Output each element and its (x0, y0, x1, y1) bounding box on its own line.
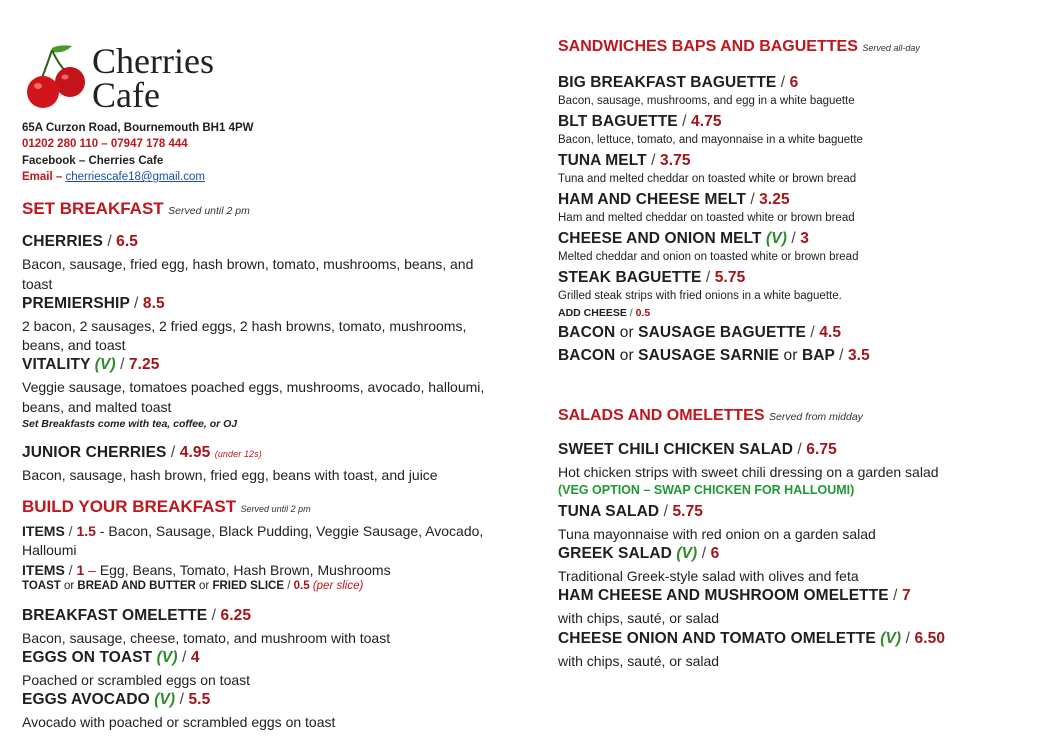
item-name: HAM AND CHEESE MELT (558, 191, 746, 208)
email-label: Email – (22, 171, 66, 183)
item-name: SWEET CHILI CHICKEN SALAD (558, 441, 793, 458)
veg-badge: (V) (154, 691, 176, 708)
veg-badge: (V) (94, 356, 116, 373)
sandwiches-title: SANDWICHES BAPS AND BAGUETTES (558, 38, 858, 55)
item-name: HAM CHEESE AND MUSHROOM OMELETTE (558, 587, 889, 604)
item-price: 4.95 (179, 444, 211, 461)
set-breakfast-header (22, 199, 250, 219)
item-desc: Hot chicken strips with sweet chili dressing on a garden salad (558, 464, 939, 480)
phone: 01202 280 110 – 07947 178 444 (22, 138, 188, 150)
menu-item-blt-baguette: BLT BAGUETTE / 4.75 (558, 113, 722, 130)
set-breakfast-served: Served until 2 pm (168, 205, 250, 217)
item-name: EGGS ON TOAST (22, 649, 153, 666)
item-name: TUNA SALAD (558, 503, 660, 520)
menu-item-sweet-chili-chicken-salad: SWEET CHILI CHICKEN SALAD / 6.75 (558, 441, 837, 458)
set-breakfast-title: SET BREAKFAST (22, 199, 164, 218)
item-desc: Bacon, sausage, cheese, tomato, and mushroom with toast (22, 630, 391, 646)
item-desc: Bacon, sausage, hash brown, fried egg, beans with toast, and juice (22, 467, 438, 483)
item-price: 6.5 (116, 233, 139, 250)
menu-item-tuna-salad: TUNA SALAD / 5.75 (558, 503, 704, 520)
item-name: CHEESE AND ONION MELT (558, 230, 762, 247)
sandwiches-header (558, 38, 920, 56)
item-desc: Grilled steak strips with fried onions in a white baguette. (558, 290, 842, 302)
item-desc: Tuna and melted cheddar on toasted white or brown bread (558, 173, 857, 185)
menu-item-cheese-onion-tomato-omelette: CHEESE ONION AND TOMATO OMELETTE (V) / 6.50 (558, 630, 946, 647)
item-desc: Bacon, sausage, mushrooms, and egg in a white baguette (558, 95, 855, 107)
item-desc: with chips, sauté, or salad (558, 653, 720, 669)
item-price: 7 (901, 587, 911, 604)
item-price: 7.25 (128, 356, 160, 373)
item-price: 6 (710, 545, 720, 562)
item-desc: Poached or scrambled eggs on toast (22, 672, 251, 688)
menu-item-cherries: CHERRIES / 6.5 (22, 233, 139, 250)
set-breakfast-note: Set Breakfasts come with tea, coffee, or OJ (22, 418, 238, 430)
item-name: STEAK BAGUETTE (558, 269, 702, 286)
item-name: BLT BAGUETTE (558, 113, 678, 130)
add-cheese: ADD CHEESE / 0.5 (558, 307, 651, 319)
item-price: 6.25 (220, 607, 252, 624)
email-link[interactable]: cherriescafe18@gmail.com (65, 171, 205, 183)
item-name: BREAKFAST OMELETTE (22, 607, 208, 624)
brand-name-line2: Cafe (92, 75, 160, 115)
item-name: VITALITY (22, 356, 91, 373)
menu-item-big-breakfast-baguette: BIG BREAKFAST BAGUETTE / 6 (558, 74, 799, 91)
item-desc: 2 bacon, 2 sausages, 2 fried eggs, 2 hash browns, tomato, mushrooms, (22, 318, 467, 334)
item-price: 8.5 (142, 295, 165, 312)
item-desc-cont: toast (22, 276, 53, 292)
menu-item-breakfast-omelette: BREAKFAST OMELETTE / 6.25 (22, 607, 252, 624)
build-items-row2: ITEMS / 1 – Egg, Beans, Tomato, Hash Brown, Mushrooms (22, 562, 391, 578)
menu-item-eggs-avocado: EGGS AVOCADO (V) / 5.5 (22, 691, 211, 708)
item-desc-cont: beans, and toast (22, 337, 126, 353)
item-price: 5.75 (672, 503, 704, 520)
item-desc: with chips, sauté, or salad (558, 610, 720, 626)
item-price: 6.50 (914, 630, 946, 647)
veg-badge: (V) (156, 649, 178, 666)
item-price: 3 (800, 230, 809, 247)
menu-item-cheese-onion-melt: CHEESE AND ONION MELT (V) / 3 (558, 230, 809, 247)
item-price: 3.75 (659, 152, 691, 169)
menu-item-eggs-on-toast: EGGS ON TOAST (V) / 4 (22, 649, 200, 666)
menu-item-ham-cheese-melt: HAM AND CHEESE MELT / 3.25 (558, 191, 790, 208)
build-breakfast-served: Served until 2 pm (240, 504, 311, 514)
item-name: EGGS AVOCADO (22, 691, 150, 708)
item-desc: Ham and melted cheddar on toasted white or brown bread (558, 212, 855, 224)
item-name: BIG BREAKFAST BAGUETTE (558, 74, 777, 91)
build-items-row1: ITEMS / 1.5 - Bacon, Sausage, Black Pudding, Veggie Sausage, Avocado, (22, 523, 484, 539)
cherries-icon (26, 40, 90, 112)
item-desc: Tuna mayonnaise with red onion on a garden salad (558, 526, 876, 542)
address: 65A Curzon Road, Bournemouth BH1 4PW (22, 122, 254, 134)
menu-item-ham-cheese-mushroom-omelette: HAM CHEESE AND MUSHROOM OMELETTE / 7 (558, 587, 911, 604)
brand-name-line1: Cherries (92, 41, 214, 81)
item-name: CHEESE ONION AND TOMATO OMELETTE (558, 630, 876, 647)
email-row (22, 171, 205, 183)
item-name: CHERRIES (22, 233, 103, 250)
item-price: 4.75 (691, 113, 722, 130)
menu-item-steak-baguette: STEAK BAGUETTE / 5.75 (558, 269, 746, 286)
item-name: TUNA MELT (558, 152, 647, 169)
veg-badge: (V) (880, 630, 902, 647)
item-name: PREMIERSHIP (22, 295, 130, 312)
veg-badge: (V) (676, 545, 698, 562)
build-breakfast-header (22, 497, 311, 517)
menu-item-bacon-sausage-baguette: BACON or SAUSAGE BAGUETTE / 4.5 (558, 324, 842, 341)
item-price: 6.75 (806, 441, 837, 458)
item-desc: Bacon, lettuce, tomato, and mayonnaise in a white baguette (558, 134, 863, 146)
item-price: 5.75 (714, 269, 746, 286)
item-price: 6 (789, 74, 799, 91)
veg-option-note: (VEG OPTION – SWAP CHICKEN FOR HALLOUMI) (558, 483, 855, 497)
item-name: GREEK SALAD (558, 545, 672, 562)
item-desc: Traditional Greek-style salad with olives and feta (558, 568, 859, 584)
menu-item-greek-salad: GREEK SALAD (V) / 6 (558, 545, 720, 562)
item-price: 3.25 (759, 191, 790, 208)
item-desc: Avocado with poached or scrambled eggs on toast (22, 714, 336, 730)
facebook: Facebook – Cherries Cafe (22, 155, 164, 167)
veg-badge: (V) (766, 230, 787, 247)
build-toast-row: TOAST or BREAD AND BUTTER or FRIED SLICE / 0.5 (per slice) (22, 580, 364, 592)
build-items-row1-cont: Halloumi (22, 542, 77, 558)
item-desc: Veggie sausage, tomatoes poached eggs, mushrooms, avocado, halloumi, (22, 379, 485, 395)
menu-item-vitality: VITALITY (V) / 7.25 (22, 356, 160, 373)
menu-item-premiership: PREMIERSHIP / 8.5 (22, 295, 165, 312)
item-price: 4 (190, 649, 200, 666)
menu-item-junior-cherries: JUNIOR CHERRIES / 4.95 (under 12s) (22, 444, 262, 461)
menu-item-tuna-melt: TUNA MELT / 3.75 (558, 152, 691, 169)
salads-served: Served from midday (768, 411, 863, 423)
item-name: JUNIOR CHERRIES (22, 444, 167, 461)
sandwiches-served: Served all-day (862, 43, 920, 53)
logo (26, 40, 90, 117)
build-breakfast-title: BUILD YOUR BREAKFAST (22, 497, 237, 516)
item-desc-cont: beans, and malted toast (22, 399, 172, 415)
age-note: (under 12s) (214, 449, 262, 459)
item-desc: Bacon, sausage, fried egg, hash brown, tomato, mushrooms, beans, and (22, 256, 474, 272)
item-desc: Melted cheddar and onion on toasted white or brown bread (558, 251, 859, 263)
salads-title: SALADS AND OMELETTES (558, 407, 765, 424)
salads-header (558, 407, 863, 425)
item-price: 5.5 (188, 691, 211, 708)
menu-item-bacon-sausage-sarnie: BACON or SAUSAGE SARNIE or BAP / 3.5 (558, 347, 870, 364)
